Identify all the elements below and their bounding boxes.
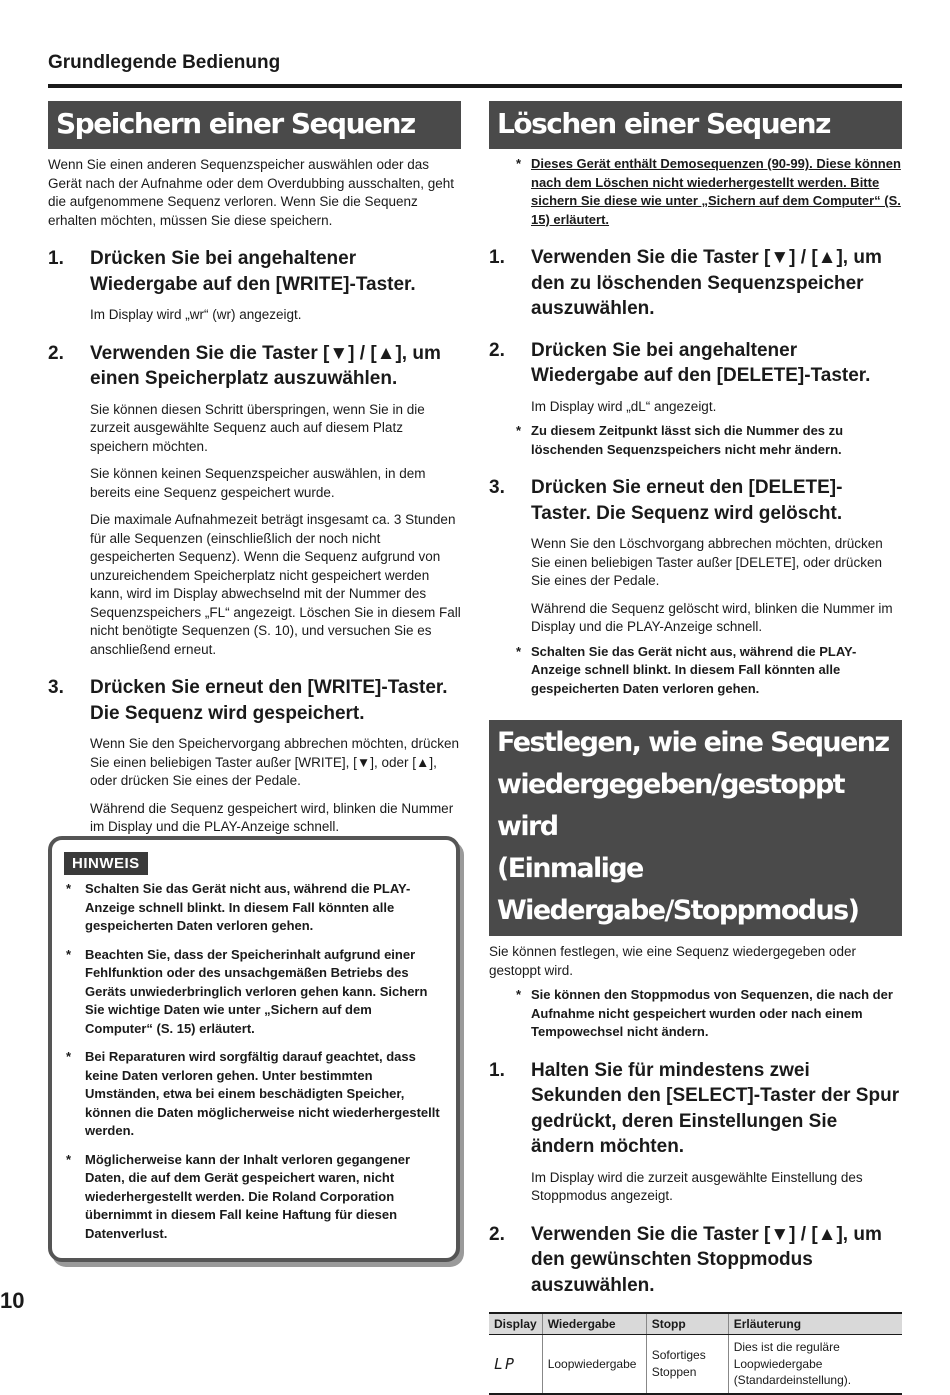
hinweis-note [66,946,442,1039]
table-cell: Loopwiedergabe [542,1335,646,1394]
save-step-1 [48,246,461,297]
asterisk-icon: * [66,1151,72,1167]
page-number: 10 [0,1288,25,1313]
stop-step-1 [489,1058,902,1160]
table-cell: Dies ist die reguläre Loopwiedergabe (Standardeinstellung). [728,1335,902,1394]
right-column [489,101,902,1395]
step-para: Sie können diesen Schritt überspringen, wenn Sie in die zurzeit ausgewählte Sequenz auch auf diesem Platz speichern möchten. [90,401,425,454]
table-header-row [489,1313,902,1335]
note-text: Sie können den Stoppmodus von Sequenzen, die nach der Aufnahme nicht gespeichert wurden oder nach einem Tempowechsel nicht ändern. [531,987,893,1039]
step-number: 1. [489,1059,505,1081]
hinweis-note [66,1048,442,1141]
step-para: Während die Sequenz gespeichert wird, blinken die Nummer im Display und die PLAY-Anzeige schnell. [90,800,454,834]
hinweis-box [48,836,460,1262]
section-title-stop-mode [489,720,902,936]
step-para: Während die Sequenz gelöscht wird, blinken die Nummer im Display und die PLAY-Anzeige schnell. [531,600,893,634]
step-number: 3. [48,677,64,698]
table-cell: Sofortiges Stoppen [646,1335,728,1394]
delete-step-1 [489,245,902,322]
step-title: Drücken Sie erneut den [DELETE]-Taster. Die Sequenz wird gelöscht. [531,477,843,524]
stop-mode-table [489,1312,902,1395]
asterisk-icon: * [516,423,522,438]
save-step-3 [48,675,461,726]
hinweis-label: HINWEIS [64,852,148,875]
delete-step-2 [489,338,902,389]
step-para: Im Display wird „dL“ angezeigt. [531,398,717,414]
step-title: Drücken Sie bei angehaltener Wiedergabe auf den [DELETE]-Taster. [531,339,871,386]
step-para: Sie können keinen Sequenzspeicher auswählen, in dem bereits eine Sequenz gespeichert wurde. [90,466,426,500]
asterisk-icon: * [516,643,522,659]
note-text: Dieses Gerät enthält Demosequenzen (90-99). Diese können nach dem Löschen nicht wiederhergestellt werden. Bitte sichern Sie diese wie unter „Sichern auf dem Computer“ (S. 15) erläutert. [531,156,901,227]
step-para: Im Display wird die zurzeit ausgewählte Einstellung des Stoppmodus angezeigt. [531,1169,863,1203]
note-text: Schalten Sie das Gerät nicht aus, während die PLAY-Anzeige schnell blinkt. In diesem Fall könnten alle gespeicherten Daten verloren gehen. [85,881,411,933]
delete-warning-note [489,155,902,229]
stop-step-2 [489,1222,902,1299]
step-number: 1. [489,247,505,268]
save-step-2 [48,341,461,392]
note-text: Zu diesem Zeitpunkt lässt sich die Nummer des zu löschenden Sequenzspeichers nicht mehr ändern. [531,423,844,457]
table-header: Erläuterung [728,1313,902,1335]
left-column [48,101,461,837]
step-para: Im Display wird „wr“ (wr) angezeigt. [90,307,302,322]
step-title: Drücken Sie bei angehaltener Wiedergabe auf den [WRITE]-Taster. [90,248,416,295]
note-text: Bei Reparaturen wird sorgfältig darauf geachtet, dass keine Daten verloren gehen. Unter bestimmten Umständen, etwa bei einem beschädigten Speicher, können die Daten möglicherweise nicht wiederhergestellt werden. [85,1049,440,1138]
step-number: 2. [489,339,505,361]
save-intro: Wenn Sie einen anderen Sequenzspeicher auswählen oder das Gerät nach der Aufnahme oder dem Overdubbing ausschalten, geht die aufgenommene Sequenz verloren. Wenn Sie die Sequenz erhalten möchten, müssen Sie diese speichern. [48,157,455,228]
note-text: Schalten Sie das Gerät nicht aus, während die PLAY-Anzeige schnell blinkt. In diesem Fall könnten alle gespeicherten Daten verloren gehen. [531,643,857,696]
table-row [489,1335,902,1394]
step-number: 2. [489,1223,505,1245]
title-line: Festlegen, wie eine Sequenz [497,727,889,758]
header-rule [48,84,902,88]
asterisk-icon: * [516,987,522,1002]
step-para: Wenn Sie den Löschvorgang abbrechen möchten, drücken Sie einen beliebigen Taster außer [DELETE], oder drücken Sie eines der Pedale. [531,536,883,588]
delete-step-3 [489,475,902,526]
hinweis-notes [66,880,442,1253]
asterisk-icon: * [516,156,522,171]
asterisk-icon: * [66,1049,72,1064]
stop-intro: Sie können festlegen, wie eine Sequenz wiedergegeben oder gestoppt wird. [489,944,857,978]
step-para: Wenn Sie den Speichervorgang abbrechen möchten, drücken Sie einen beliebigen Taster außer [WRITE], [▼], oder [▲], oder drücken Sie eines der Pedale. [90,736,459,788]
note-text: Beachten Sie, dass der Speicherinhalt aufgrund einer Fehlfunktion oder des unsachgemäßen Betriebs des Geräts unwiederbringlich verloren gehen kann. Sichern Sie wichtige Daten wie unter „Sichern auf dem Computer“ (S. 15) erläutert. [85,946,428,1036]
delete-step-2-note [489,422,902,459]
asterisk-icon: * [66,881,72,896]
step-title: Drücken Sie erneut den [WRITE]-Taster. Die Sequenz wird gespeichert. [90,677,448,724]
stop-note [489,986,902,1042]
step-number: 2. [48,342,64,364]
asterisk-icon: * [66,946,72,962]
hinweis-note [66,880,442,936]
hinweis-note [66,1151,442,1244]
step-title: Verwenden Sie die Taster [▼] / [▲], um den zu löschenden Sequenzspeicher auszuwählen. [531,247,882,319]
page-header-title: Grundlegende Bedienung [48,52,281,73]
step-title: Verwenden Sie die Taster [▼] / [▲], um einen Speicherplatz auszuwählen. [90,342,441,389]
table-header: Stopp [646,1313,728,1335]
step-title: Verwenden Sie die Taster [▼] / [▲], um den gewünschten Stoppmodus auszuwählen. [531,1223,882,1296]
step-para: Die maximale Aufnahmezeit beträgt insgesamt ca. 3 Stunden für alle Sequenzen (einschließlich der noch nicht gespeicherten Sequenz). Wenn die Sequenz aufgrund von unzureichendem Speicherplatz nicht gespeichert werden kann, wird im Display abwechselnd mit der Nummer des Sequenzspeichers „FL“ angezeigt. Löschen Sie in diesem Fall nicht benötigte Sequenzen (S. 10), und versuchen Sie es anschließend erneut. [90,512,461,657]
table-header: Display [489,1313,542,1335]
step-number: 1. [48,248,64,269]
note-text: Möglicherweise kann der Inhalt verloren gegangener Daten, die auf dem Gerät gespeichert waren, nicht wiederhergestellt werden. Die Roland Corporation übernimmt in diesem Fall keine Haftung für diesen Datenverlust. [85,1151,411,1241]
title-line: wiedergegeben/gestoppt wird [497,769,844,842]
table-header: Wiedergabe [542,1313,646,1335]
section-title-save: Speichern einer Sequenz [48,101,461,149]
step-title: Halten Sie für mindestens zwei Sekunden den [SELECT]-Taster der Spur gedrückt, deren Einstellungen Sie ändern möchten. [531,1059,900,1157]
step-number: 3. [489,477,505,498]
delete-step-3-note [489,643,902,699]
title-line: (Einmalige Wiedergabe/Stoppmodus) [497,853,859,926]
display-segment: LP [489,1335,542,1394]
section-title-delete: Löschen einer Sequenz [489,101,902,149]
